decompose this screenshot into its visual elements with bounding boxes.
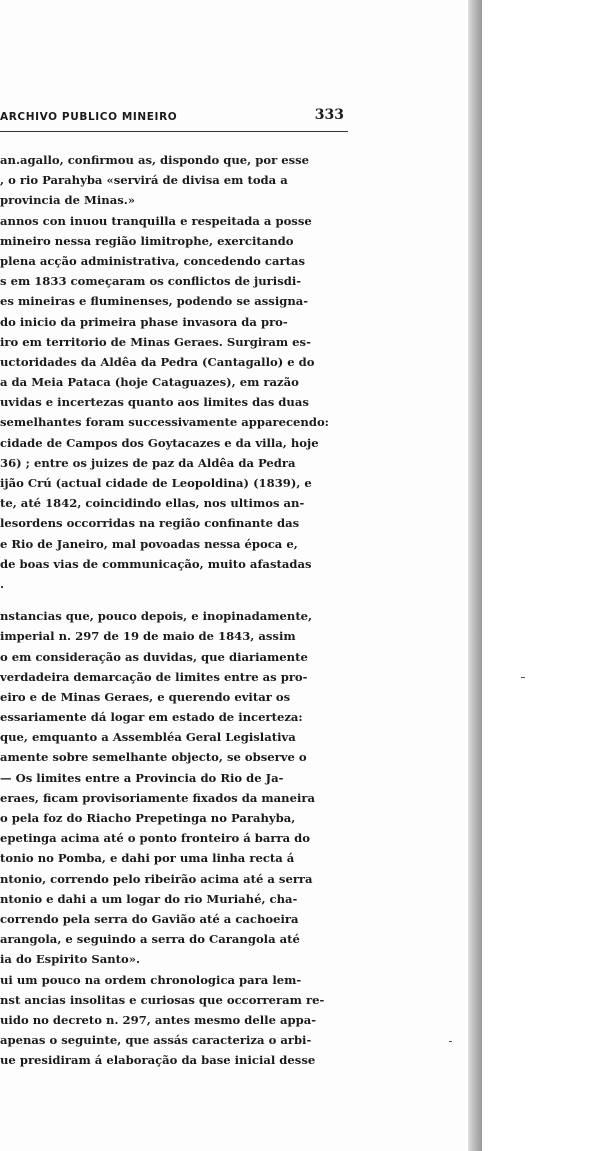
text-line: mineiro nessa região limitrophe, exercitando xyxy=(0,233,294,248)
text-line: semelhantes foram successivamente apparecendo: xyxy=(0,415,329,430)
text-line: apenas o seguinte, que assás caracteriza o arbi- xyxy=(0,1033,312,1048)
text-line: uido no decreto n. 297, antes mesmo delle appa- xyxy=(0,1012,317,1027)
text-line: imperial n. 297 de 19 de maio de 1843, assim xyxy=(0,629,296,644)
text-line: lesordens occorridas na região confinante das xyxy=(0,516,300,531)
text-line: plena acção administrativa, concedendo cartas xyxy=(0,253,306,268)
text-line: es mineiras e fluminenses, podendo se assigna- xyxy=(0,294,309,309)
page-number: 333 xyxy=(314,107,344,123)
text-line: que, emquanto a Assembléa Geral Legislativa xyxy=(0,730,296,745)
scan-speck xyxy=(449,1041,452,1042)
text-line: epetinga acima até o ponto fronteiro á barra do xyxy=(0,831,310,846)
text-line: nstancias que, pouco depois, e inopinadamente, xyxy=(0,609,313,624)
text-line: eraes, ficam provisoriamente fixados da maneira xyxy=(0,790,316,805)
text-line: cidade de Campos dos Goytacazes e da villa, hoje xyxy=(0,435,319,450)
text-line: ui um pouco na ordem chronologica para lem- xyxy=(0,972,302,987)
text-line: an.agallo, confirmou as, dispondo que, por esse xyxy=(0,153,310,167)
text-line: ijão Crú (actual cidade de Leopoldina) (1839), e xyxy=(0,476,312,490)
text-line: a da Meia Pataca (hoje Cataguazes), em razão xyxy=(0,375,299,390)
text-line: . xyxy=(0,576,5,591)
text-line: verdadeira demarcação de limites entre as pro- xyxy=(0,669,308,684)
book-gutter-shadow xyxy=(468,0,482,1151)
running-head: ARCHIVO PUBLICO MINEIRO xyxy=(0,111,178,123)
text-line: ntonio, correndo pelo ribeirão acima até a serra xyxy=(0,871,313,886)
page-header xyxy=(0,107,348,132)
text-line: uvidas e incertezas quanto aos limites das duas xyxy=(0,395,309,410)
text-line: tonio no Pomba, e dahi por uma linha recta á xyxy=(0,851,295,866)
text-line: s em 1833 começaram os conflictos de jurisdi- xyxy=(0,274,302,289)
text-line: essariamente dá logar em estado de incerteza: xyxy=(0,710,303,725)
text-line: o pela foz do Riacho Prepetinga no Parahyba, xyxy=(0,811,296,825)
text-line: iro em territorio de Minas Geraes. Surgiram es- xyxy=(0,334,311,349)
text-line: 36) ; entre os juizes de paz da Aldêa da Pedra xyxy=(0,455,296,470)
text-line: correndo pela serra do Gavião até a cachoeira xyxy=(0,911,299,926)
text-line: arangola, e seguindo a serra do Carangola até xyxy=(0,932,300,947)
text-line: uctoridades da Aldêa da Pedra (Cantagallo) e do xyxy=(0,354,315,369)
blank-margin xyxy=(482,0,594,1151)
text-line: provincia de Minas.» xyxy=(0,193,136,208)
text-line: eiro e de Minas Geraes, e querendo evitar os xyxy=(0,689,291,704)
text-line: nst ancias insolitas e curiosas que occorreram re- xyxy=(0,992,325,1007)
text-line: de boas vias de communicação, muito afastadas xyxy=(0,556,312,571)
paragraph-gap xyxy=(0,594,352,606)
paragraph-2 xyxy=(0,606,352,1070)
text-line: , o rio Parahyba «servirá de divisa em toda a xyxy=(0,173,288,188)
text-line: e Rio de Janeiro, mal povoadas nessa época e, xyxy=(0,536,298,551)
text-line: do inicio da primeira phase invasora da pro- xyxy=(0,314,288,329)
text-line: o em consideração as duvidas, que diariamente xyxy=(0,649,308,664)
page-body xyxy=(0,150,352,1070)
text-line: — Os limites entre a Provincia do Rio de Ja- xyxy=(0,770,284,785)
scan-speck xyxy=(521,677,525,678)
text-line: ia do Espirito Santo». xyxy=(0,952,141,967)
text-line: ntonio e dahi a um logar do rio Muriahé, cha- xyxy=(0,891,298,906)
text-line: annos con inuou tranquilla e respeitada a posse xyxy=(0,213,312,228)
text-line: te, até 1842, coincidindo ellas, nos ultimos an- xyxy=(0,496,305,511)
text-line: ue presidiram á elaboração da base inicial desse xyxy=(0,1053,316,1068)
text-line: amente sobre semelhante objecto, se observe o xyxy=(0,750,307,765)
paragraph-1 xyxy=(0,150,352,594)
